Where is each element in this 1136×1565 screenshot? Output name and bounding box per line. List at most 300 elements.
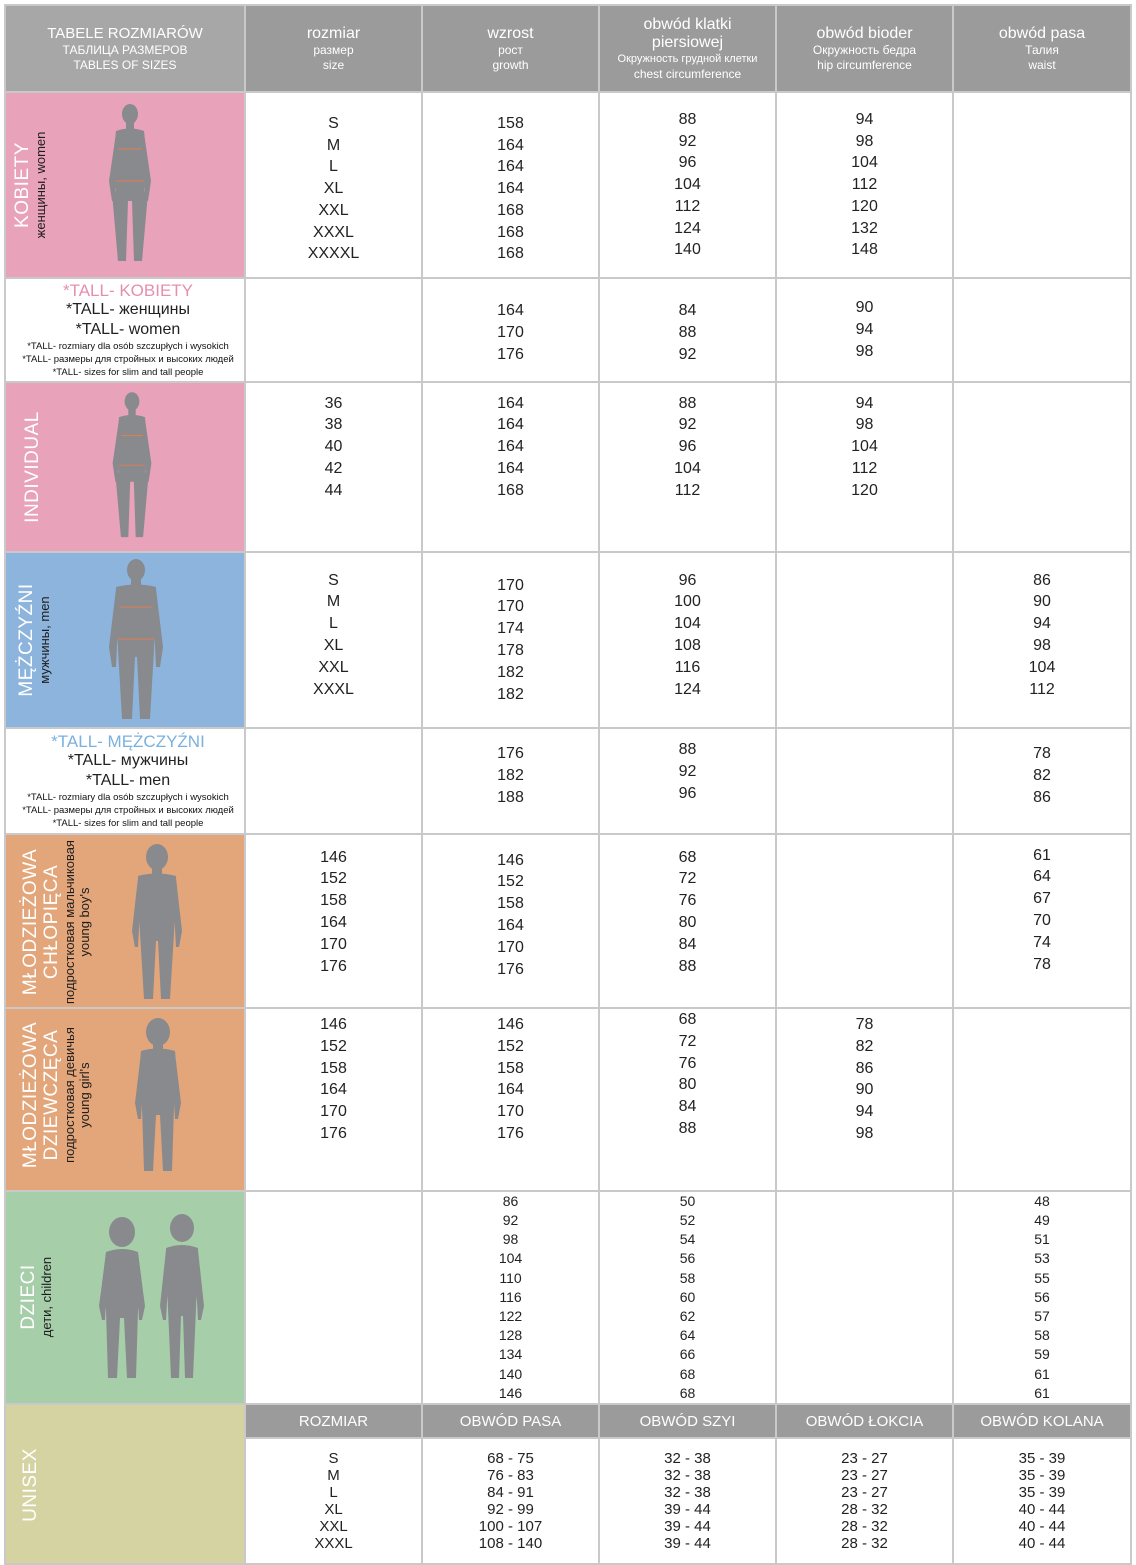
value-cell: 170 [497, 598, 524, 616]
value-cell: 170 [320, 935, 347, 953]
value-cell: 80 [678, 1076, 697, 1094]
children-waist [953, 1191, 1131, 1404]
tall-women-title-pl: *TALL- KOBIETY [62, 281, 194, 300]
unisex-column-header: ROZMIAR [245, 1404, 422, 1438]
tall-note-en: *TALL- sizes for slim and tall people [52, 367, 204, 378]
value-cell: 64 [1033, 868, 1051, 886]
section-women [5, 92, 1131, 278]
women-growth [422, 92, 599, 278]
column-header-main: obwód bioder [816, 24, 913, 42]
men-sizes [245, 552, 422, 728]
category-individual [5, 382, 245, 552]
value-cell: 112 [851, 459, 878, 477]
column-header-en: size [322, 57, 345, 72]
value-cell: 164 [497, 136, 524, 154]
value-cell: 164 [497, 302, 524, 320]
value-cell: 78 [1033, 745, 1051, 763]
category-sublabel: женщины, women [33, 131, 48, 239]
value-cell: 40 [324, 438, 343, 456]
value-cell: XXL [318, 201, 349, 219]
table-title-cell [5, 5, 245, 92]
girl-silhouette-icon [130, 1015, 186, 1175]
category-women [5, 92, 245, 278]
value-cell: 28 - 32 [841, 1518, 888, 1536]
tall-women-growth [422, 278, 599, 382]
value-cell: 50 [679, 1192, 696, 1209]
tall-women-title-ru: *TALL- женщины [66, 301, 190, 318]
section-men [5, 552, 1131, 728]
men-chest [599, 552, 776, 728]
column-header-en: growth [492, 57, 529, 72]
value-cell: XL [324, 1501, 343, 1519]
young-girls-chest [599, 1008, 776, 1191]
value-cell: 40 - 44 [1018, 1518, 1066, 1536]
value-cell: 35 - 39 [1018, 1450, 1066, 1468]
individual-growth [422, 382, 599, 552]
value-cell: 164 [320, 914, 347, 931]
column-header-size [245, 5, 422, 92]
value-cell: 110 [499, 1269, 522, 1286]
value-cell: 132 [851, 219, 878, 237]
young-boys-growth [422, 834, 599, 1008]
value-cell: 92 [678, 416, 697, 434]
value-cell: XXXL [313, 680, 354, 698]
value-cell: 58 [679, 1269, 696, 1286]
value-cell: 96 [678, 571, 697, 589]
individual-hips [776, 382, 953, 552]
value-cell: XXL [319, 1518, 348, 1536]
value-cell: 146 [320, 848, 347, 866]
value-cell: 86 [502, 1192, 519, 1209]
column-header-ru: Окружность бедра [812, 42, 917, 57]
section-tall-women [5, 278, 1131, 382]
value-cell: 76 [678, 1054, 697, 1072]
value-cell: 96 [678, 438, 697, 456]
column-header-waist [953, 5, 1131, 92]
value-cell: 164 [497, 158, 524, 176]
individual-waist-empty [953, 382, 1131, 552]
value-cell: XL [323, 637, 344, 654]
value-cell: 176 [497, 345, 524, 363]
category-label: MĘŻCZYŹNI [16, 583, 37, 697]
value-cell: 94 [855, 110, 874, 128]
tall-men-waist [953, 728, 1131, 834]
category-label: CHŁOPIĘCA [41, 864, 62, 980]
value-cell: 170 [497, 324, 524, 342]
unisex-column-header: OBWÓD KOLANA [953, 1404, 1131, 1438]
value-cell: S [328, 114, 339, 132]
value-cell: 108 [674, 637, 701, 654]
value-cell: 104 [674, 176, 701, 194]
value-cell: 88 [678, 957, 697, 975]
value-cell: 92 [678, 763, 697, 781]
value-cell: 116 [674, 658, 701, 676]
category-label: INDIVIDUAL [21, 411, 43, 523]
value-cell: 28 - 32 [841, 1535, 888, 1553]
tall-men-title-en: *TALL- men [85, 772, 171, 789]
column-header-ru: Окружность грудной клетки [617, 52, 758, 65]
value-cell: M [326, 136, 341, 154]
category-tall-men [5, 728, 245, 834]
value-cell: 168 [497, 201, 524, 219]
children-hips-empty [776, 1191, 953, 1404]
category-young-boys [5, 834, 245, 1008]
value-cell: 94 [855, 321, 874, 339]
value-cell: 112 [851, 176, 878, 194]
column-header-growth [422, 5, 599, 92]
tall-note-pl: *TALL- rozmiary dla osób szczupłych i wysokich [27, 792, 229, 803]
category-sublabel: дети, children [39, 1256, 54, 1337]
women-sizes [245, 92, 422, 278]
value-cell: 88 [678, 741, 697, 759]
value-cell: 182 [497, 663, 524, 681]
women-hips [776, 92, 953, 278]
category-young-girls [5, 1008, 245, 1191]
value-cell: 49 [1034, 1211, 1050, 1228]
tall-women-waist-empty [953, 278, 1131, 382]
value-cell: 128 [498, 1327, 523, 1344]
category-label: UNISEX [19, 1448, 41, 1522]
value-cell: 146 [497, 1016, 524, 1033]
category-sublabel: young girl's [77, 1062, 92, 1128]
value-cell: 62 [679, 1308, 696, 1324]
value-cell: 61 [1033, 846, 1051, 864]
value-cell: 164 [497, 459, 524, 477]
value-cell: 116 [499, 1288, 522, 1305]
value-cell: S [328, 1450, 339, 1468]
value-cell: 70 [1033, 912, 1051, 929]
unisex-elbow [776, 1438, 953, 1564]
value-cell: 56 [679, 1250, 696, 1267]
unisex-column-header: OBWÓD ŁOKCIA [776, 1404, 953, 1438]
value-cell: 56 [1034, 1288, 1050, 1305]
value-cell: 104 [674, 615, 701, 633]
category-label: MŁODZIEŻOWA [20, 1021, 41, 1169]
value-cell: 61 [1034, 1365, 1050, 1382]
table-title-pl: TABELE ROZMIARÓW [47, 24, 203, 42]
tall-women-chest [599, 278, 776, 382]
value-cell: 72 [678, 1032, 697, 1050]
individual-chest [599, 382, 776, 552]
value-cell: 176 [497, 745, 524, 763]
value-cell: XXXXL [307, 245, 360, 263]
value-cell: 92 - 99 [487, 1501, 534, 1519]
value-cell: 36 [324, 394, 343, 412]
value-cell: 86 [1033, 571, 1051, 589]
tall-men-size-empty [245, 728, 422, 834]
column-header-ru: рост [498, 42, 523, 57]
value-cell: 35 - 39 [1018, 1467, 1066, 1485]
category-unisex [5, 1404, 245, 1564]
value-cell: 104 [851, 438, 878, 456]
value-cell: 176 [320, 957, 347, 975]
value-cell: L [329, 1484, 338, 1502]
category-label: DZIECI [18, 1264, 39, 1330]
children-size-empty [245, 1191, 422, 1404]
value-cell: 86 [855, 1059, 874, 1077]
children-growth [422, 1191, 599, 1404]
value-cell: 96 [678, 784, 697, 802]
column-header-main: wzrost [487, 24, 534, 42]
value-cell: 23 - 27 [841, 1450, 888, 1468]
value-cell: 182 [497, 767, 524, 785]
tall-men-chest [599, 728, 776, 834]
value-cell: 60 [679, 1288, 696, 1305]
column-header-ru: Талия [1025, 42, 1059, 57]
value-cell: XXXL [314, 1535, 353, 1553]
young-girls-hips [776, 1008, 953, 1191]
value-cell: 188 [497, 788, 524, 806]
value-cell: 146 [497, 851, 524, 869]
tall-women-size-empty [245, 278, 422, 382]
section-tall-men [5, 728, 1131, 834]
value-cell: 120 [851, 481, 878, 499]
young-boys-waist [953, 834, 1131, 1008]
category-sublabel: young boy's [77, 887, 92, 957]
value-cell: 158 [497, 114, 524, 132]
young-girls-growth [422, 1008, 599, 1191]
value-cell: 84 [678, 935, 697, 953]
value-cell: 158 [320, 892, 347, 910]
column-header-chest [599, 5, 776, 92]
value-cell: 140 [674, 241, 701, 259]
category-men [5, 552, 245, 728]
young-boys-chest [599, 834, 776, 1008]
unisex-neck [599, 1438, 776, 1564]
category-label: KOBIETY [12, 142, 33, 228]
value-cell: 124 [674, 219, 701, 237]
value-cell: 55 [1034, 1269, 1050, 1286]
value-cell: 78 [855, 1016, 874, 1033]
value-cell: 74 [1033, 933, 1051, 951]
section-children [5, 1191, 1131, 1404]
value-cell: 92 [678, 345, 697, 363]
value-cell: 94 [855, 394, 874, 412]
value-cell: 82 [855, 1037, 874, 1055]
unisex-sizes [245, 1438, 422, 1564]
woman-silhouette-icon [104, 101, 156, 269]
size-chart [4, 4, 1130, 1556]
children-chest [599, 1191, 776, 1404]
value-cell: 86 [1033, 788, 1051, 806]
value-cell: M [326, 593, 341, 611]
value-cell: 68 [678, 1011, 697, 1028]
value-cell: XXXL [313, 223, 354, 241]
women-waist-empty [953, 92, 1131, 278]
value-cell: 84 [678, 1098, 697, 1116]
value-cell: 58 [1034, 1327, 1050, 1344]
unisex-column-header: OBWÓD PASA [422, 1404, 599, 1438]
tall-men-growth [422, 728, 599, 834]
value-cell: 82 [1033, 767, 1051, 785]
header-row [5, 5, 1131, 92]
column-header-en: chest circumference [633, 66, 742, 81]
children-silhouette-icon [94, 1214, 214, 1384]
value-cell: 64 [679, 1327, 696, 1344]
value-cell: 32 - 38 [664, 1450, 711, 1468]
value-cell: 51 [1034, 1231, 1050, 1248]
value-cell: 182 [497, 685, 524, 703]
column-header-main: obwód pasa [998, 24, 1086, 42]
value-cell: 72 [678, 870, 697, 888]
value-cell: 68 [678, 848, 697, 866]
tall-note-en: *TALL- sizes for slim and tall people [52, 818, 204, 829]
value-cell: 38 [324, 416, 343, 434]
table-title-en: TABLES OF SIZES [73, 57, 177, 72]
value-cell: 168 [497, 245, 524, 263]
value-cell: 59 [1034, 1346, 1050, 1363]
value-cell: 140 [498, 1365, 523, 1382]
value-cell: 146 [320, 1016, 347, 1033]
unisex-header-row [5, 1404, 1131, 1438]
tall-note-ru: *TALL- размеры для стройных и высоких людей [22, 354, 234, 365]
value-cell: M [327, 1467, 340, 1485]
value-cell: L [329, 615, 338, 633]
value-cell: 98 [855, 342, 874, 360]
value-cell: 35 - 39 [1018, 1484, 1066, 1502]
value-cell: 84 - 91 [487, 1484, 534, 1502]
category-label: MŁODZIEŻOWA [20, 848, 41, 996]
category-label: DZIEWCZĘCA [41, 1029, 62, 1161]
value-cell: 170 [320, 1103, 347, 1121]
value-cell: 61 [1034, 1384, 1050, 1401]
tall-men-title-ru: *TALL- мужчины [67, 752, 189, 769]
value-cell: 68 [679, 1365, 696, 1382]
unisex-column-header: OBWÓD SZYI [599, 1404, 776, 1438]
tall-women-title-en: *TALL- women [75, 321, 181, 338]
value-cell: 152 [320, 870, 347, 888]
value-cell: 88 [678, 110, 697, 128]
value-cell: 98 [855, 1124, 874, 1142]
value-cell: 98 [855, 132, 874, 150]
value-cell: 53 [1034, 1250, 1050, 1267]
tall-note-ru: *TALL- размеры для стройных и высоких людей [22, 805, 234, 816]
value-cell: 100 [674, 593, 701, 611]
value-cell: 98 [855, 416, 874, 434]
men-hips-empty [776, 552, 953, 728]
value-cell: 57 [1034, 1308, 1050, 1324]
value-cell: 32 - 38 [664, 1484, 711, 1502]
boy-silhouette-icon [128, 841, 186, 1003]
value-cell: 120 [851, 197, 878, 215]
value-cell: XXL [318, 658, 349, 676]
value-cell: 122 [498, 1308, 523, 1324]
unisex-knee [953, 1438, 1131, 1564]
unisex-waist [422, 1438, 599, 1564]
value-cell: 170 [497, 1103, 524, 1121]
value-cell: 67 [1033, 890, 1051, 908]
value-cell: 98 [1033, 637, 1051, 654]
value-cell: 152 [497, 873, 524, 891]
tall-women-hips [776, 278, 953, 382]
tall-men-title-pl: *TALL- MĘŻCZYŹNI [51, 732, 205, 751]
value-cell: 176 [497, 960, 524, 978]
value-cell: 112 [674, 481, 701, 499]
value-cell: 90 [1033, 593, 1051, 611]
value-cell: 28 - 32 [841, 1501, 888, 1519]
young-boys-sizes [245, 834, 422, 1008]
category-sublabel: подростковая мальчиковая [62, 840, 77, 1004]
value-cell: 39 - 44 [664, 1535, 711, 1553]
section-young-girls [5, 1008, 1131, 1191]
women-chest [599, 92, 776, 278]
value-cell: 146 [498, 1384, 523, 1401]
value-cell: 76 - 83 [487, 1467, 534, 1485]
value-cell: 164 [320, 1081, 347, 1099]
value-cell: XL [323, 180, 344, 198]
column-header-hips [776, 5, 953, 92]
men-growth [422, 552, 599, 728]
value-cell: 176 [320, 1124, 347, 1142]
value-cell: 88 [678, 1119, 697, 1137]
men-waist [953, 552, 1131, 728]
value-cell: 168 [497, 481, 524, 499]
value-cell: 104 [851, 154, 878, 172]
value-cell: 32 - 38 [664, 1467, 711, 1485]
tall-note-pl: *TALL- rozmiary dla osób szczupłych i wysokich [27, 341, 229, 352]
size-table [4, 4, 1132, 1565]
value-cell: 104 [674, 459, 701, 477]
value-cell: 40 - 44 [1018, 1501, 1066, 1519]
value-cell: 164 [497, 394, 524, 412]
value-cell: 174 [497, 620, 524, 638]
value-cell: 152 [320, 1037, 347, 1055]
value-cell: 42 [324, 459, 343, 477]
column-header-main: piersiowej [651, 33, 724, 51]
value-cell: 104 [1028, 658, 1056, 676]
value-cell: 134 [498, 1346, 523, 1363]
value-cell: 90 [855, 1081, 874, 1099]
value-cell: 164 [497, 917, 524, 934]
category-sublabel: мужчины, men [37, 596, 52, 684]
value-cell: 112 [1029, 680, 1055, 698]
category-children [5, 1191, 245, 1404]
value-cell: L [329, 158, 338, 176]
value-cell: 168 [497, 223, 524, 241]
value-cell: 92 [502, 1211, 519, 1228]
value-cell: 164 [497, 180, 524, 198]
value-cell: 54 [679, 1231, 696, 1248]
value-cell: 44 [324, 481, 343, 499]
section-individual [5, 382, 1131, 552]
value-cell: 88 [678, 324, 697, 342]
value-cell: 164 [497, 1081, 524, 1099]
value-cell: 112 [674, 197, 701, 215]
individual-sizes [245, 382, 422, 552]
value-cell: 39 - 44 [664, 1518, 711, 1536]
value-cell: 170 [497, 576, 524, 594]
value-cell: 68 - 75 [487, 1450, 534, 1468]
value-cell: 98 [502, 1231, 519, 1248]
column-header-main: rozmiar [306, 24, 361, 42]
value-cell: 158 [497, 1059, 524, 1077]
value-cell: 94 [855, 1103, 874, 1121]
value-cell: 90 [855, 299, 874, 317]
value-cell: 23 - 27 [841, 1484, 888, 1502]
value-cell: 76 [678, 892, 697, 910]
value-cell: 104 [498, 1250, 523, 1267]
value-cell: 39 - 44 [664, 1501, 711, 1519]
young-girls-waist-empty [953, 1008, 1131, 1191]
value-cell: 148 [851, 241, 878, 259]
value-cell: S [328, 571, 339, 589]
category-tall-women [5, 278, 245, 382]
value-cell: 23 - 27 [841, 1467, 888, 1485]
value-cell: 124 [674, 680, 701, 698]
column-header-ru: размер [313, 42, 354, 57]
value-cell: 40 - 44 [1018, 1535, 1066, 1553]
tall-men-hips-empty [776, 728, 953, 834]
